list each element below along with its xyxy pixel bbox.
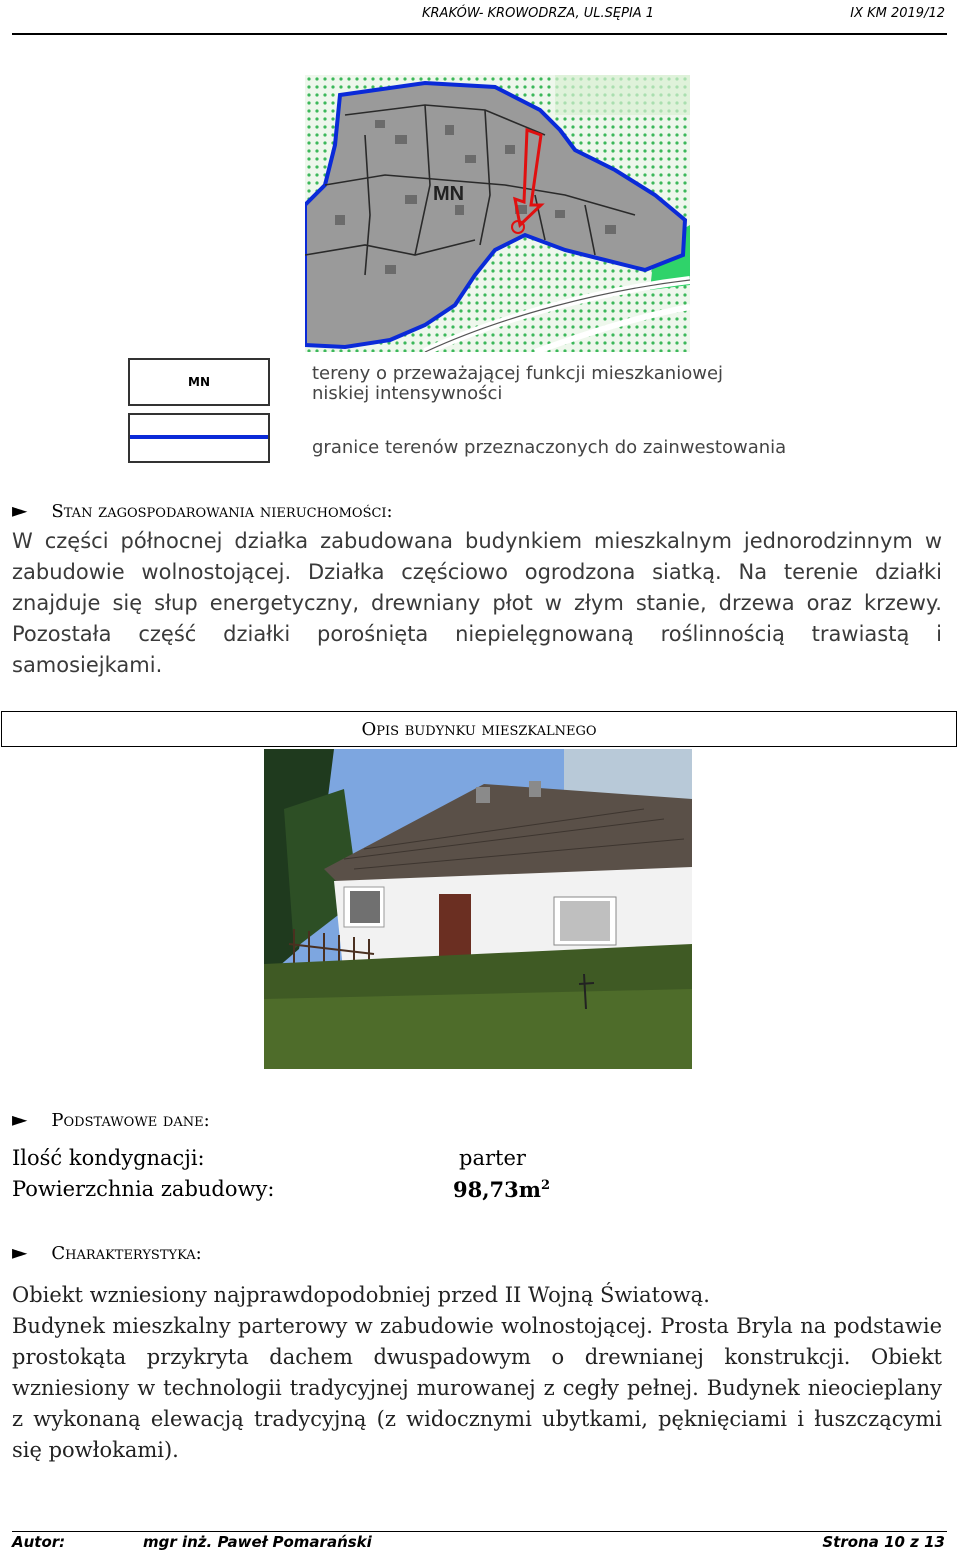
footer-author: mgr inż. Paweł Pomarański <box>143 1533 372 1551</box>
bullet-arrow-icon: ► <box>12 498 28 522</box>
legend-mn-text: tereny o przeważającej funkcji mieszkaniowej niskiej intensywności <box>312 363 724 404</box>
podstawowe-heading-text: Podstawowe dane: <box>51 1110 210 1131</box>
area-value-unit-sup: 2 <box>540 1178 551 1193</box>
bullet-arrow-icon: ► <box>12 1107 28 1131</box>
charakterystyka-body: Budynek mieszkalny parterowy w zabudowie wolnostojącej. Prosta Bryla na podstawie prostokąta przykryta dachem dwuspadowym o drewnianej konstrukcji. Obiekt wzniesiony w technologii tradycyjnej murowanej z cegły pełnej. Budynek nieocieplany z wykonaną elewacją tradycyjną (z widocznymi ubytkami, pęknięciami i łuszczącymi się powłokami). <box>12 1314 942 1462</box>
bullet-arrow-icon: ► <box>12 1240 28 1264</box>
area-value <box>453 1177 550 1202</box>
building-description-title <box>1 711 957 747</box>
legend-boundary-line <box>130 435 268 439</box>
building-photo-graphic <box>264 749 692 1069</box>
area-value-number: 98,73m <box>453 1177 541 1202</box>
legend-mn-swatch <box>128 358 270 406</box>
stan-heading-text: Stan zagospodarowania nieruchomości: <box>51 501 393 522</box>
legend-mn-code: MN <box>188 375 210 389</box>
zoning-map <box>305 75 690 352</box>
footer-page-number: Strona 10 z 13 <box>822 1533 945 1551</box>
floors-value: parter <box>459 1146 526 1170</box>
charakterystyka-heading <box>12 1240 202 1264</box>
floors-label: Ilość kondygnacji: <box>12 1146 205 1170</box>
legend-boundary-swatch <box>128 413 270 463</box>
header-location: KRAKÓW- KROWODRZA, UL.SĘPIA 1 <box>422 6 655 21</box>
building-photo <box>264 749 692 1069</box>
stan-heading <box>12 498 393 522</box>
podstawowe-heading <box>12 1107 210 1131</box>
map-zone-label: MN <box>433 183 465 205</box>
charakterystyka-heading-text: Charakterystyka: <box>51 1243 202 1264</box>
zoning-map-graphic <box>305 75 690 352</box>
stan-body: W części północnej działka zabudowana budynkiem mieszkalnym jednorodzinnym w zabudowie wolnostojącej. Działka częściowo ogrodzona siatką. Na terenie działki znajduje się słup energetyczny, drewniany płot w złym stanie, drzewa oraz krzewy. Pozostała część działki porośnięta niepielęgnowaną roślinnością trawiastą i samosiejkami. <box>12 529 942 677</box>
header-reference: IX KM 2019/12 <box>850 6 945 21</box>
charakterystyka-line1: Obiekt wzniesiony najprawdopodobniej przed II Wojną Światową. <box>12 1283 710 1307</box>
legend-boundary-text: granice terenów przeznaczonych do zainwestowania <box>312 437 787 458</box>
page-footer <box>12 1531 947 1550</box>
footer-author-label: Autor: <box>12 1533 66 1551</box>
page-header <box>12 2 947 35</box>
area-label: Powierzchnia zabudowy: <box>12 1177 275 1201</box>
building-description-title-text: Opis budynku mieszkalnego <box>361 718 597 740</box>
